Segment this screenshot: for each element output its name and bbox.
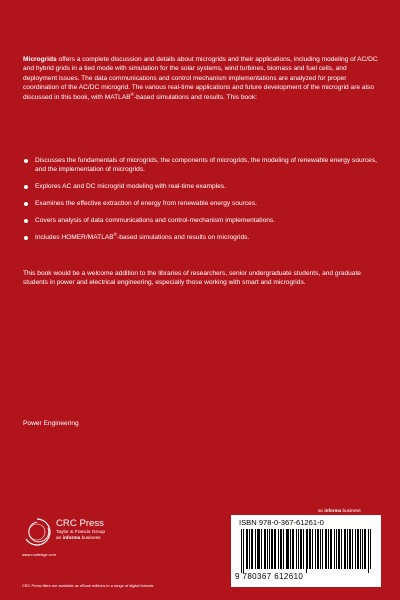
barcode-bar: [365, 529, 366, 569]
registered-mark: ®: [113, 232, 117, 238]
barcode-bar: [309, 529, 310, 569]
publisher-website: www.routledge.com: [22, 552, 56, 557]
barcode-bar: [325, 529, 326, 569]
barcode-bar: [247, 529, 248, 569]
feature-item: [23, 233, 378, 242]
feature-text: Includes HOMER/MATLAB: [35, 234, 114, 242]
barcode-bar: [290, 529, 291, 569]
barcode-bar: [322, 529, 323, 569]
barcode-bar: [241, 529, 242, 573]
barcode-bar: [300, 529, 301, 569]
barcode-bar: [317, 529, 318, 569]
barcode-bar: [307, 529, 308, 569]
business-prefix: an: [56, 536, 63, 541]
barcode-bar: [345, 529, 346, 569]
barcode-bar: [331, 529, 332, 569]
publisher-name: CRC Press: [56, 518, 104, 529]
barcode-bar: [280, 529, 281, 569]
barcode-bar: [278, 529, 279, 569]
bullet-icon: [24, 236, 28, 240]
crc-press-logo-icon: [22, 517, 52, 547]
bullet-icon: [24, 219, 28, 223]
barcode-bar: [243, 529, 244, 573]
feature-text: Explores AC and DC microgrid modeling with real-time examples.: [35, 183, 226, 191]
barcode-bar: [310, 529, 311, 569]
registered-mark: ®: [130, 91, 134, 97]
business-brand: informa: [62, 536, 81, 541]
barcode-bar: [370, 529, 371, 569]
barcode-bar: [274, 529, 275, 569]
barcode-bar: [292, 529, 293, 569]
informa-tagline: [318, 508, 361, 513]
barcode-bar: [330, 529, 331, 569]
barcode-bar: [347, 529, 348, 569]
tagline-prefix: an: [318, 508, 325, 513]
barcode-bar: [355, 529, 356, 569]
feature-item: [23, 199, 378, 208]
barcode-bar: [301, 529, 302, 569]
barcode-bar: [281, 529, 282, 569]
barcode-bar: [364, 529, 365, 569]
feature-text: Examines the effective extraction of energy from renewable energy sources.: [35, 200, 257, 208]
barcode-bar: [298, 529, 299, 569]
barcode-bar: [269, 529, 270, 569]
barcode-bar: [257, 529, 258, 569]
barcode-bar: [326, 529, 327, 569]
barcode-bar: [306, 529, 307, 573]
barcode-bar: [249, 529, 250, 569]
barcode-bar: [265, 529, 266, 569]
barcode-bar: [336, 529, 337, 569]
barcode-bar: [357, 529, 358, 569]
barcode-bar: [318, 529, 319, 569]
barcode-bar: [328, 529, 329, 569]
book-description: [23, 55, 378, 102]
barcode-bar: [349, 529, 350, 569]
barcode-bar: [293, 529, 294, 569]
barcode-bar: [303, 529, 304, 569]
barcode-bar: [368, 529, 369, 573]
description-text: offers a complete discussion and details about microgrids and their applications, including modeling of AC/DC and hybrid grids in a tied mode with simulation for the solar systems, wind turbines, biomass and fuel cells, and deployment issues. The data communications and control mechanism implementations are analyzed for proper coordination of the AC/DC microgrid. The various real-time applications and future development of the microgrid are also discussed in this book, with MATLAB: [23, 56, 378, 101]
bullet-icon: [24, 202, 28, 206]
barcode-bar: [320, 529, 321, 569]
barcode-bar: [261, 529, 262, 569]
barcode-bar: [360, 529, 361, 569]
barcode-bar: [312, 529, 313, 569]
description-lead: Microgrids: [23, 56, 57, 63]
ebook-note: CRC Press titles are available as eBook editions in a range of digital formats: [22, 583, 154, 588]
feature-text: Discusses the fundamentals of microgrids, the components of microgrids, the modeling of renewable energy sources, and the implementation of microgrids.: [35, 157, 377, 174]
barcode-bar: [339, 529, 340, 569]
barcode-bar: [264, 529, 265, 569]
subject-category: Power Engineering: [23, 420, 79, 427]
barcode-bar: [258, 529, 259, 569]
feature-text: Covers analysis of data communications and control-mechanism implementations.: [35, 217, 276, 225]
barcode-bar: [338, 529, 339, 569]
barcode-bar: [272, 529, 273, 569]
feature-item: [23, 156, 378, 175]
barcode-bar: [358, 529, 359, 569]
barcode-bar: [350, 529, 351, 569]
bullet-icon: [24, 185, 28, 189]
feature-item: [23, 182, 378, 191]
barcode-bar: [255, 529, 256, 569]
barcode-bar: [267, 529, 268, 569]
barcode-bar: [259, 529, 260, 569]
barcode-bar: [251, 529, 252, 569]
barcode-bar: [271, 529, 272, 569]
barcode-bar: [296, 529, 297, 569]
barcode-bar: [352, 529, 353, 569]
bullet-icon: [24, 159, 28, 163]
barcode-bar: [252, 529, 253, 569]
barcode-bar: [286, 529, 287, 569]
barcode-bar: [287, 529, 288, 569]
business-suffix: business: [80, 536, 101, 541]
barcode-bar: [246, 529, 247, 569]
isbn-number: ISBN 978-0-367-61261-0: [239, 518, 324, 527]
description-text-end: -based simulations and results. This book:: [133, 93, 257, 101]
feature-text-end: -based simulations and results on microgrids.: [117, 234, 250, 242]
barcode-bar: [344, 529, 345, 569]
barcode-panel: [231, 515, 381, 587]
barcode-bar: [315, 529, 316, 569]
tagline-brand: informa: [324, 508, 342, 513]
barcode-bar: [341, 529, 342, 569]
publisher-group: Taylor & Francis Group: [56, 530, 106, 535]
feature-list: [23, 156, 378, 250]
barcode-digits: 9 780367 612610: [235, 572, 304, 581]
barcode-bar: [362, 529, 363, 569]
barcode-bar: [275, 529, 276, 569]
barcode-bar: [334, 529, 335, 569]
tagline-suffix: business: [341, 508, 361, 513]
barcode-bar: [283, 529, 284, 569]
barcode-bar: [288, 529, 289, 569]
audience-paragraph: This book would be a welcome addition to the libraries of researchers, senior undergraduate students, and graduate students in power and electrical engineering, especially those working with smart and microgrids.: [23, 270, 361, 287]
feature-item: [23, 216, 378, 225]
barcode-icon: [239, 529, 373, 573]
publisher-business: [56, 536, 101, 541]
